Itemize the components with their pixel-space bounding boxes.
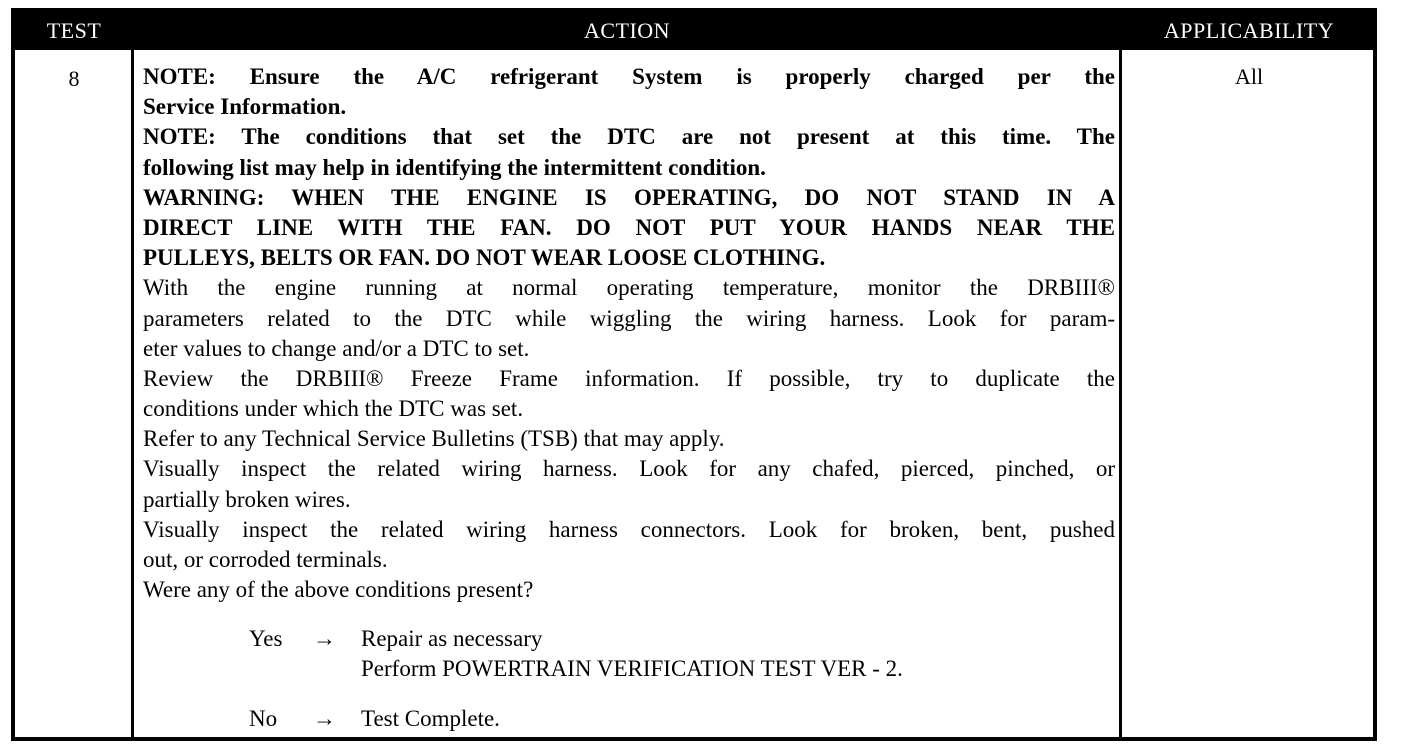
answer-action-text: Test Complete. (361, 705, 500, 731)
answer-label: Yes (249, 625, 283, 651)
instruction-line: out, or corroded terminals. (143, 547, 388, 572)
note-line: NOTE: The conditions that set the DTC are not present at this time. The (143, 124, 1115, 150)
instruction-line: Visually inspect the related wiring harness. Look for any chafed, pierced, pinched, or (143, 456, 1115, 482)
header-applicability: APPLICABILITY (1163, 18, 1335, 43)
answer-action-text: Perform POWERTRAIN VERIFICATION TEST VER - 2. (361, 655, 903, 681)
instruction-line: partially broken wires. (143, 486, 351, 512)
column-divider (131, 50, 134, 737)
instruction-line: parameters related to the DTC while wiggling the wiring harness. Look for param- (143, 305, 1115, 331)
action-text (143, 62, 1115, 605)
instruction-line: With the engine running at normal operating temperature, monitor the DRBIII® (143, 275, 1115, 301)
arrow-icon: → (313, 625, 336, 651)
instruction-line: eter values to change and/or a DTC to set. (143, 335, 530, 361)
instruction-line: Visually inspect the related wiring harness connectors. Look for broken, bent, pushed (143, 516, 1115, 542)
answer-action-text: Repair as necessary (361, 625, 543, 651)
note-line: PULLEYS, BELTS OR FAN. DO NOT WEAR LOOSE CLOTHING. (143, 245, 826, 271)
note-line: Service Information. (143, 94, 347, 120)
diagnostic-table (11, 8, 1377, 741)
arrow-icon: → (313, 705, 336, 731)
action-cell (143, 62, 1115, 731)
instruction-line: conditions under which the DTC was set. (143, 396, 524, 422)
instruction-line: Were any of the above conditions present? (143, 577, 534, 603)
instruction-line: Review the DRBIII® Freeze Frame information. If possible, try to duplicate the (143, 365, 1115, 391)
header-action: ACTION (583, 18, 671, 43)
table-header (15, 12, 1373, 50)
header-test: TEST (46, 18, 102, 43)
note-line: DIRECT LINE WITH THE FAN. DO NOT PUT YOUR HANDS NEAR THE (143, 214, 1115, 240)
note-line: WARNING: WHEN THE ENGINE IS OPERATING, DO NOT STAND IN A (143, 184, 1115, 210)
answer-label: No (249, 705, 278, 731)
test-number: 8 (68, 66, 80, 91)
instruction-line: Refer to any Technical Service Bulletins (TSB) that may apply. (143, 426, 725, 452)
column-divider (1119, 50, 1122, 737)
note-line: following list may help in identifying the intermittent condition. (143, 154, 766, 180)
applicability-value: All (1234, 64, 1264, 89)
note-line: NOTE: Ensure the A/C refrigerant System is properly charged per the (143, 64, 1115, 89)
